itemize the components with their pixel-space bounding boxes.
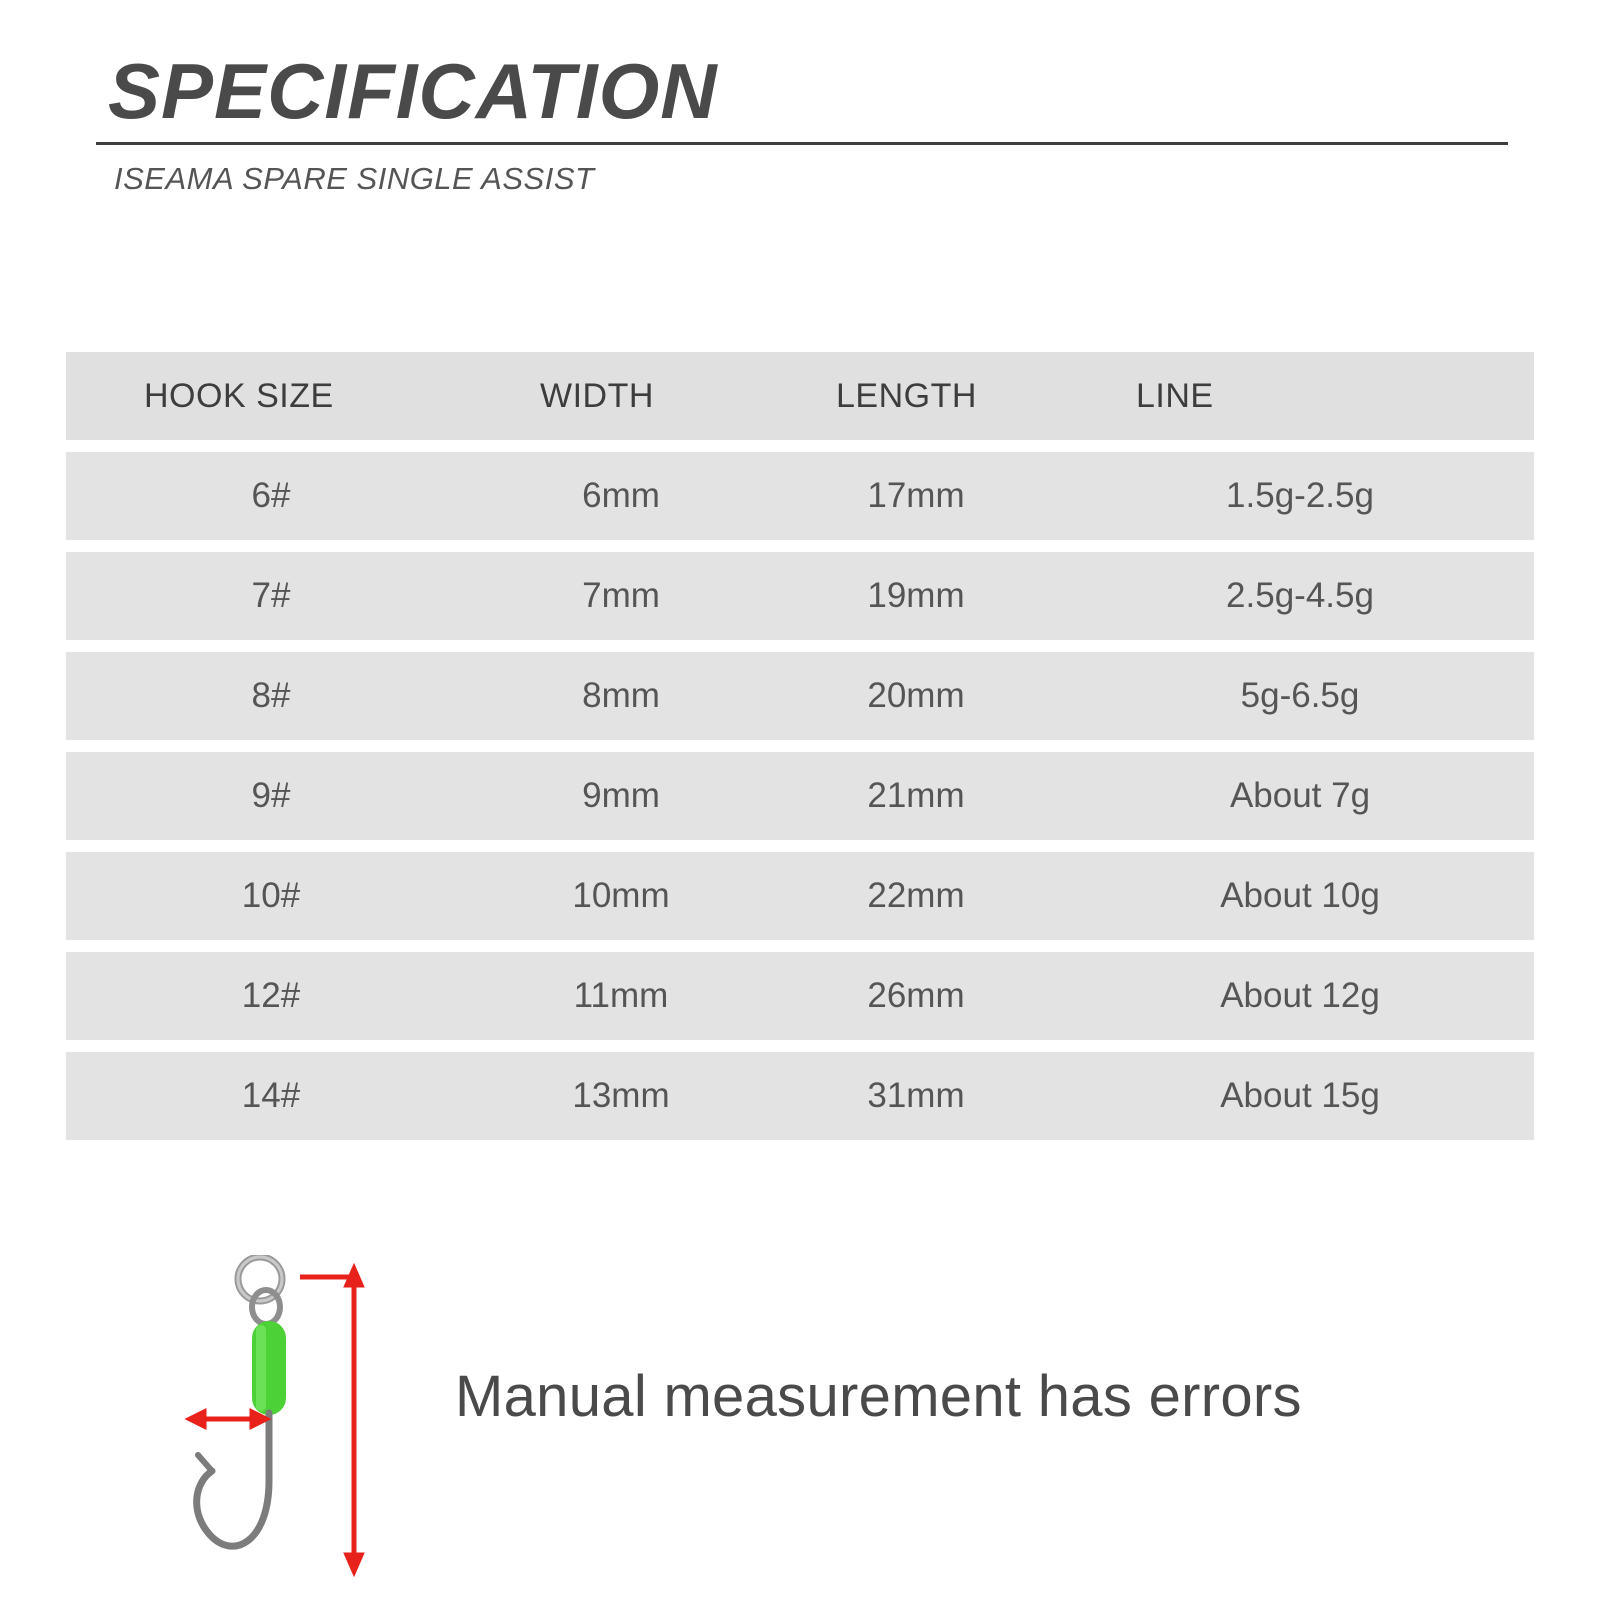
cell-length: 26mm: [766, 952, 1066, 1040]
cell-line: About 10g: [1066, 852, 1534, 940]
cell-hook-size: 10#: [66, 852, 476, 940]
cell-width: 13mm: [476, 1052, 766, 1140]
cell-length: 31mm: [766, 1052, 1066, 1140]
page-subtitle: ISEAMA SPARE SINGLE ASSIST: [114, 161, 595, 196]
cell-length: 20mm: [766, 652, 1066, 740]
cell-width: 8mm: [476, 652, 766, 740]
table-body: [66, 452, 1534, 1140]
hook-point: [198, 1455, 212, 1471]
column-header-length: LENGTH: [766, 352, 1066, 440]
cell-hook-size: 7#: [66, 552, 476, 640]
cell-line: 2.5g-4.5g: [1066, 552, 1534, 640]
cell-hook-size: 8#: [66, 652, 476, 740]
table-row: [66, 952, 1534, 1040]
table-row: [66, 1052, 1534, 1140]
table-row: [66, 852, 1534, 940]
cell-line: 5g-6.5g: [1066, 652, 1534, 740]
cell-line: About 15g: [1066, 1052, 1534, 1140]
table-header-row: [66, 352, 1534, 440]
cell-length: 22mm: [766, 852, 1066, 940]
table-row: [66, 452, 1534, 540]
cell-hook-size: 14#: [66, 1052, 476, 1140]
hook-body: [197, 1413, 269, 1546]
cell-line: About 7g: [1066, 752, 1534, 840]
table-row: [66, 552, 1534, 640]
cell-hook-size: 12#: [66, 952, 476, 1040]
cell-width: 9mm: [476, 752, 766, 840]
page-title: SPECIFICATION: [108, 47, 718, 135]
cell-length: 21mm: [766, 752, 1066, 840]
cell-width: 11mm: [476, 952, 766, 1040]
table-header: [66, 352, 1534, 440]
footer-section: [0, 1255, 1600, 1600]
width-measure-arrow: [190, 1412, 266, 1426]
green-sleeve: [252, 1321, 286, 1415]
length-measure-arrow: [300, 1269, 361, 1571]
column-header-line: LINE: [1066, 352, 1534, 440]
cell-length: 19mm: [766, 552, 1066, 640]
table-row: [66, 652, 1534, 740]
cell-line: 1.5g-2.5g: [1066, 452, 1534, 540]
column-header-width: WIDTH: [476, 352, 766, 440]
cell-width: 10mm: [476, 852, 766, 940]
specification-table: [66, 340, 1534, 1152]
cell-width: 6mm: [476, 452, 766, 540]
measurement-note: Manual measurement has errors: [455, 1364, 1302, 1429]
cell-width: 7mm: [476, 552, 766, 640]
hook-diagram: [150, 1255, 410, 1585]
connector-loop-icon: [252, 1290, 280, 1324]
page-header: [96, 47, 1508, 197]
cell-length: 17mm: [766, 452, 1066, 540]
cell-line: About 12g: [1066, 952, 1534, 1040]
cell-hook-size: 9#: [66, 752, 476, 840]
column-header-hook-size: HOOK SIZE: [66, 352, 476, 440]
cell-hook-size: 6#: [66, 452, 476, 540]
table-row: [66, 752, 1534, 840]
title-divider: [96, 142, 1508, 145]
